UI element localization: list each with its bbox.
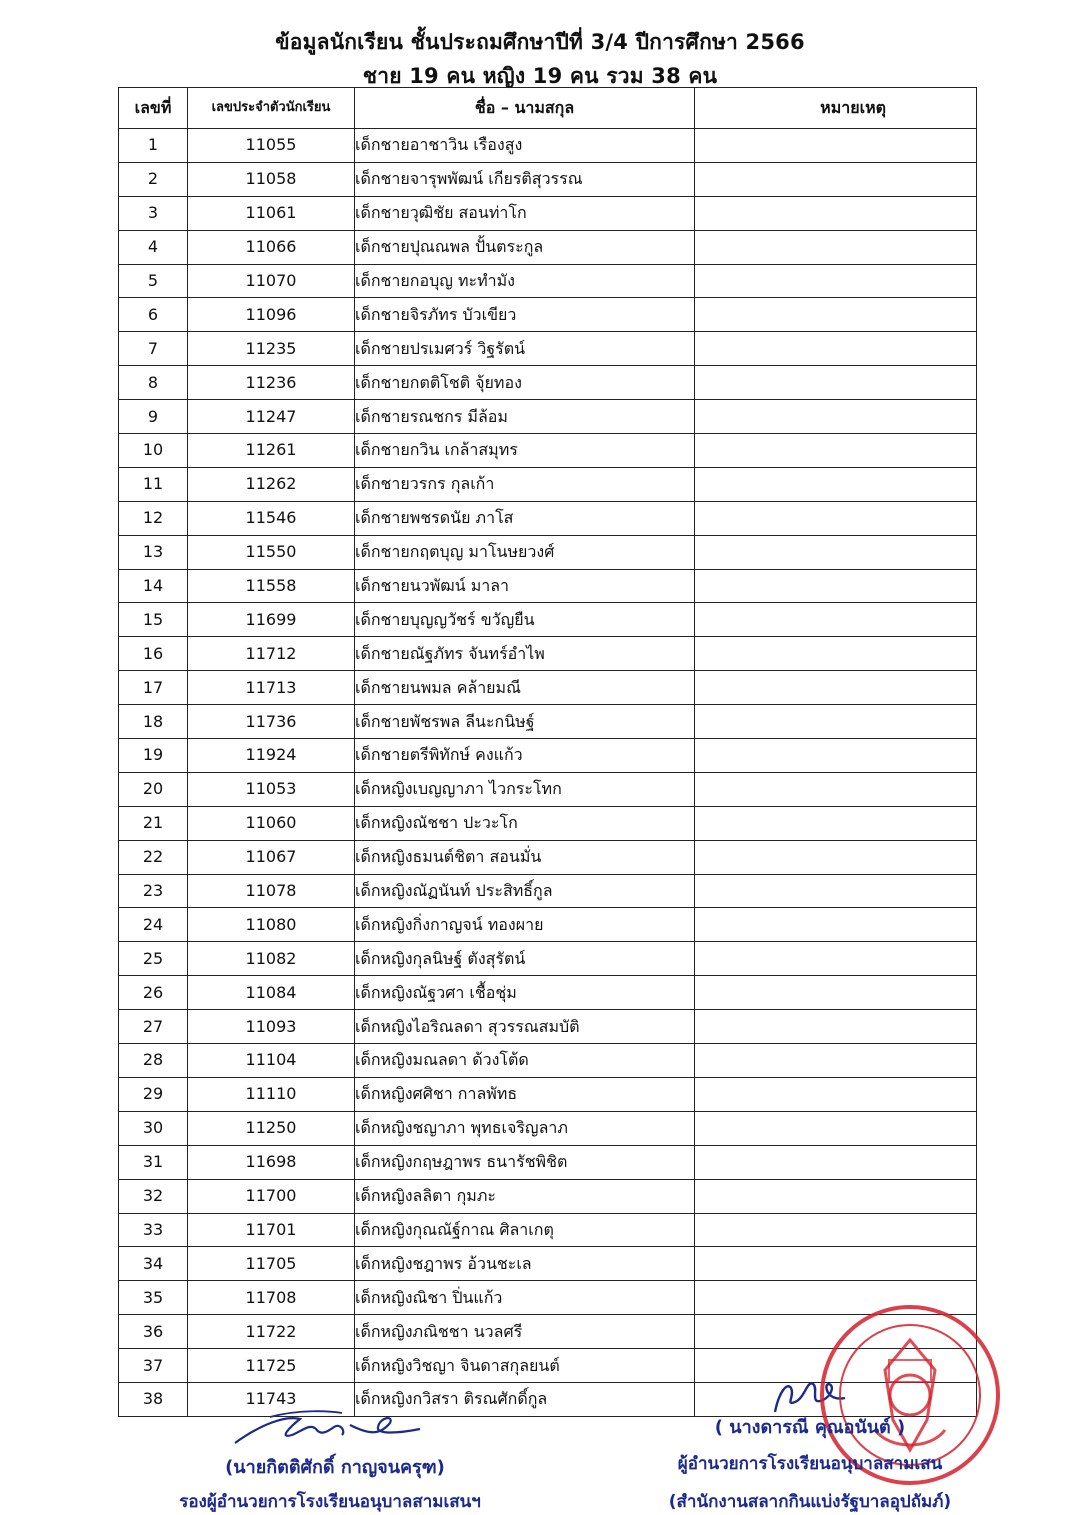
row-remarks — [695, 1213, 977, 1247]
row-remarks — [695, 1077, 977, 1111]
row-student-id: 11713 — [188, 671, 355, 705]
table-row — [119, 1077, 977, 1111]
table-row — [119, 569, 977, 603]
row-student-name: เด็กชายกตติโชติ จุ้ยทอง — [355, 366, 695, 400]
row-number: 36 — [119, 1315, 188, 1349]
row-student-name: เด็กหญิงชญาภา พุทธเจริญลาภ — [355, 1111, 695, 1145]
row-student-id: 11058 — [188, 162, 355, 196]
right-signer-position: ผู้อำนวยการโรงเรียนอนุบาลสามเสน — [677, 1454, 943, 1474]
row-student-name: เด็กหญิงชฎาพร อ้วนชะเล — [355, 1247, 695, 1281]
table-row — [119, 1247, 977, 1281]
table-row — [119, 535, 977, 569]
row-number: 5 — [119, 264, 188, 298]
row-student-name: เด็กชายรณชกร มีล้อม — [355, 400, 695, 434]
row-number: 27 — [119, 1010, 188, 1044]
row-student-id: 11261 — [188, 434, 355, 468]
row-remarks — [695, 162, 977, 196]
table-row — [119, 332, 977, 366]
row-number: 17 — [119, 671, 188, 705]
table-row — [119, 1044, 977, 1078]
row-remarks — [695, 603, 977, 637]
row-remarks — [695, 332, 977, 366]
table-row — [119, 908, 977, 942]
page-title: ข้อมูลนักเรียน ชั้นประถมศึกษาปีที่ 3/4 ปีการศึกษา 2566 — [275, 30, 805, 54]
row-student-id: 11067 — [188, 840, 355, 874]
row-student-name: เด็กชายอาชาวิน เรืองสูง — [355, 129, 695, 163]
row-student-id: 11546 — [188, 501, 355, 535]
row-number: 25 — [119, 942, 188, 976]
row-student-name: เด็กหญิงณัฐวศา เชื้อชุ่ม — [355, 976, 695, 1010]
row-student-name: เด็กหญิงวิชญา จินดาสกุลยนต์ — [355, 1349, 695, 1383]
table-row — [119, 1111, 977, 1145]
row-remarks — [695, 705, 977, 739]
row-student-id: 11104 — [188, 1044, 355, 1078]
row-student-id: 11736 — [188, 705, 355, 739]
row-student-name: เด็กหญิงณัชชา ปะวะโก — [355, 806, 695, 840]
row-student-id: 11699 — [188, 603, 355, 637]
row-number: 8 — [119, 366, 188, 400]
row-remarks — [695, 569, 977, 603]
row-remarks — [695, 806, 977, 840]
row-student-id: 11247 — [188, 400, 355, 434]
table-row — [119, 230, 977, 264]
row-number: 28 — [119, 1044, 188, 1078]
table-body — [119, 129, 977, 1417]
row-student-id: 11250 — [188, 1111, 355, 1145]
row-remarks — [695, 535, 977, 569]
row-student-id: 11722 — [188, 1315, 355, 1349]
header-student-id: เลขประจำตัวนักเรียน — [188, 88, 355, 129]
row-student-name: เด็กหญิงเบญญาภา ไวกระโทก — [355, 772, 695, 806]
row-student-name: เด็กหญิงลลิตา กุมภะ — [355, 1179, 695, 1213]
row-remarks — [695, 467, 977, 501]
row-student-name: เด็กหญิงณิชา ปิ่นแก้ว — [355, 1281, 695, 1315]
right-signer-name: ( นางดารณี คุณอนันต์ ) — [714, 1417, 906, 1438]
row-remarks — [695, 434, 977, 468]
row-student-id: 11082 — [188, 942, 355, 976]
row-remarks — [695, 1247, 977, 1281]
table-row — [119, 840, 977, 874]
row-number: 29 — [119, 1077, 188, 1111]
row-number: 30 — [119, 1111, 188, 1145]
row-student-id: 11550 — [188, 535, 355, 569]
row-student-name: เด็กชายกฤตบุญ มาโนษยวงศ์ — [355, 535, 695, 569]
row-student-id: 11110 — [188, 1077, 355, 1111]
row-student-name: เด็กหญิงมณลดา ด้วงโต้ด — [355, 1044, 695, 1078]
row-number: 15 — [119, 603, 188, 637]
row-remarks — [695, 840, 977, 874]
row-remarks — [695, 230, 977, 264]
row-student-name: เด็กชายตรีพิทักษ์ คงแก้ว — [355, 739, 695, 773]
row-student-id: 11084 — [188, 976, 355, 1010]
row-student-name: เด็กหญิงกฤษฎาพร ธนารัชพิชิต — [355, 1145, 695, 1179]
table-row — [119, 501, 977, 535]
row-number: 11 — [119, 467, 188, 501]
row-student-name: เด็กหญิงไอริณลดา สุวรรณสมบัติ — [355, 1010, 695, 1044]
row-student-name: เด็กหญิงภณิชชา นวลศรี — [355, 1315, 695, 1349]
row-number: 1 — [119, 129, 188, 163]
row-number: 10 — [119, 434, 188, 468]
row-number: 19 — [119, 739, 188, 773]
row-student-id: 11698 — [188, 1145, 355, 1179]
row-number: 6 — [119, 298, 188, 332]
row-remarks — [695, 1179, 977, 1213]
row-student-name: เด็กหญิงกิ่งกาญจน์ ทองผาย — [355, 908, 695, 942]
row-remarks — [695, 196, 977, 230]
row-student-id: 11236 — [188, 366, 355, 400]
row-remarks — [695, 129, 977, 163]
left-signer-name: (นายกิตติศักดิ์ กาญจนครุฑ) — [225, 1457, 445, 1478]
row-number: 3 — [119, 196, 188, 230]
row-student-name: เด็กชายจารุพพัฒน์ เกียรติสุวรรณ — [355, 162, 695, 196]
table-row — [119, 1213, 977, 1247]
row-number: 26 — [119, 976, 188, 1010]
row-remarks — [695, 501, 977, 535]
table-row — [119, 196, 977, 230]
row-remarks — [695, 637, 977, 671]
table-row — [119, 705, 977, 739]
table-row — [119, 1010, 977, 1044]
row-remarks — [695, 671, 977, 705]
row-number: 37 — [119, 1349, 188, 1383]
row-student-name: เด็กชายจิรภัทร บัวเขียว — [355, 298, 695, 332]
table-row — [119, 298, 977, 332]
table-row — [119, 739, 977, 773]
row-remarks — [695, 908, 977, 942]
table-row — [119, 874, 977, 908]
table-row — [119, 976, 977, 1010]
header-number: เลขที่ — [119, 88, 188, 129]
table-row — [119, 129, 977, 163]
row-remarks — [695, 1145, 977, 1179]
row-student-id: 11262 — [188, 467, 355, 501]
row-student-id: 11060 — [188, 806, 355, 840]
student-table — [118, 87, 977, 1417]
row-number: 12 — [119, 501, 188, 535]
row-student-id: 11078 — [188, 874, 355, 908]
row-student-name: เด็กชายกวิน เกล้าสมุทร — [355, 434, 695, 468]
row-number: 21 — [119, 806, 188, 840]
row-student-id: 11725 — [188, 1349, 355, 1383]
table-row — [119, 637, 977, 671]
row-student-id: 11708 — [188, 1281, 355, 1315]
row-number: 7 — [119, 332, 188, 366]
row-student-name: เด็กชายบุญญวัชร์ ขวัญยืน — [355, 603, 695, 637]
class-summary: ชาย 19 คน หญิง 19 คน รวม 38 คน — [362, 64, 718, 88]
row-number: 13 — [119, 535, 188, 569]
right-signer-organization: (สำนักงานสลากกินแบ่งรัฐบาลอุปถัมภ์) — [668, 1492, 952, 1512]
row-student-id: 11743 — [188, 1382, 355, 1416]
row-number: 24 — [119, 908, 188, 942]
row-remarks — [695, 976, 977, 1010]
row-student-id: 11705 — [188, 1247, 355, 1281]
table-row — [119, 434, 977, 468]
row-student-name: เด็กชายวรกร กุลเก้า — [355, 467, 695, 501]
row-remarks — [695, 1010, 977, 1044]
row-student-name: เด็กหญิงธมนต์ชิตา สอนมั่น — [355, 840, 695, 874]
row-student-id: 11066 — [188, 230, 355, 264]
row-student-name: เด็กชายปรเมศวร์ วิฐรัตน์ — [355, 332, 695, 366]
table-row — [119, 1179, 977, 1213]
row-number: 9 — [119, 400, 188, 434]
row-number: 35 — [119, 1281, 188, 1315]
row-number: 20 — [119, 772, 188, 806]
row-student-id: 11053 — [188, 772, 355, 806]
table-row — [119, 1145, 977, 1179]
row-number: 38 — [119, 1382, 188, 1416]
table-row — [119, 772, 977, 806]
row-student-id: 11701 — [188, 1213, 355, 1247]
row-student-id: 11070 — [188, 264, 355, 298]
row-student-name: เด็กหญิงกวิสรา ติรณศักดิ์กูล — [355, 1382, 695, 1416]
row-student-name: เด็กชายปุณณพล ปั้นตระกูล — [355, 230, 695, 264]
left-signature-image — [230, 1405, 430, 1455]
row-student-id: 11061 — [188, 196, 355, 230]
left-signer-position: รองผู้อำนวยการโรงเรียนอนุบาลสามเสนฯ — [179, 1492, 481, 1512]
row-number: 31 — [119, 1145, 188, 1179]
row-student-name: เด็กหญิงกุลนิษฐ์ ตังสุรัตน์ — [355, 942, 695, 976]
table-row — [119, 366, 977, 400]
row-number: 16 — [119, 637, 188, 671]
row-student-id: 11080 — [188, 908, 355, 942]
row-number: 22 — [119, 840, 188, 874]
table-row — [119, 603, 977, 637]
row-remarks — [695, 772, 977, 806]
row-student-name: เด็กชายกอบุญ ทะทำมัง — [355, 264, 695, 298]
row-student-id: 11924 — [188, 739, 355, 773]
row-student-id: 11235 — [188, 332, 355, 366]
row-student-name: เด็กหญิงณัฏนันท์ ประสิทธิ์กูล — [355, 874, 695, 908]
row-number: 33 — [119, 1213, 188, 1247]
row-remarks — [695, 298, 977, 332]
row-student-id: 11700 — [188, 1179, 355, 1213]
row-number: 34 — [119, 1247, 188, 1281]
row-student-name: เด็กชายณัฐภัทร จันทร์อำไพ — [355, 637, 695, 671]
table-row — [119, 162, 977, 196]
row-remarks — [695, 264, 977, 298]
row-student-id: 11096 — [188, 298, 355, 332]
row-student-name: เด็กชายนพมล คล้ายมณี — [355, 671, 695, 705]
header-remarks: หมายเหตุ — [695, 88, 977, 129]
row-student-id: 11055 — [188, 129, 355, 163]
row-number: 4 — [119, 230, 188, 264]
row-remarks — [695, 739, 977, 773]
row-number: 2 — [119, 162, 188, 196]
row-student-name: เด็กชายพชรดนัย ภาโส — [355, 501, 695, 535]
table-header-row — [119, 88, 977, 129]
table-row — [119, 400, 977, 434]
row-number: 18 — [119, 705, 188, 739]
row-student-name: เด็กชายพัชรพล ลีนะกนิษฐ์ — [355, 705, 695, 739]
row-remarks — [695, 874, 977, 908]
row-remarks — [695, 400, 977, 434]
row-student-id: 11093 — [188, 1010, 355, 1044]
row-student-name: เด็กหญิงกุณณัฐ์กาณ ศิลาเกตุ — [355, 1213, 695, 1247]
header-full-name: ชื่อ – นามสกุล — [355, 88, 695, 129]
table-row — [119, 806, 977, 840]
row-number: 23 — [119, 874, 188, 908]
row-number: 32 — [119, 1179, 188, 1213]
row-remarks — [695, 1044, 977, 1078]
row-remarks — [695, 366, 977, 400]
row-student-id: 11558 — [188, 569, 355, 603]
row-student-name: เด็กชายนวพัฒน์ มาลา — [355, 569, 695, 603]
row-number: 14 — [119, 569, 188, 603]
row-remarks — [695, 942, 977, 976]
table-row — [119, 671, 977, 705]
row-student-name: เด็กหญิงศศิชา กาลพัทธ — [355, 1077, 695, 1111]
row-remarks — [695, 1111, 977, 1145]
row-student-id: 11712 — [188, 637, 355, 671]
table-row — [119, 264, 977, 298]
table-row — [119, 467, 977, 501]
row-student-name: เด็กชายวุฒิชัย สอนท่าโก — [355, 196, 695, 230]
table-row — [119, 942, 977, 976]
